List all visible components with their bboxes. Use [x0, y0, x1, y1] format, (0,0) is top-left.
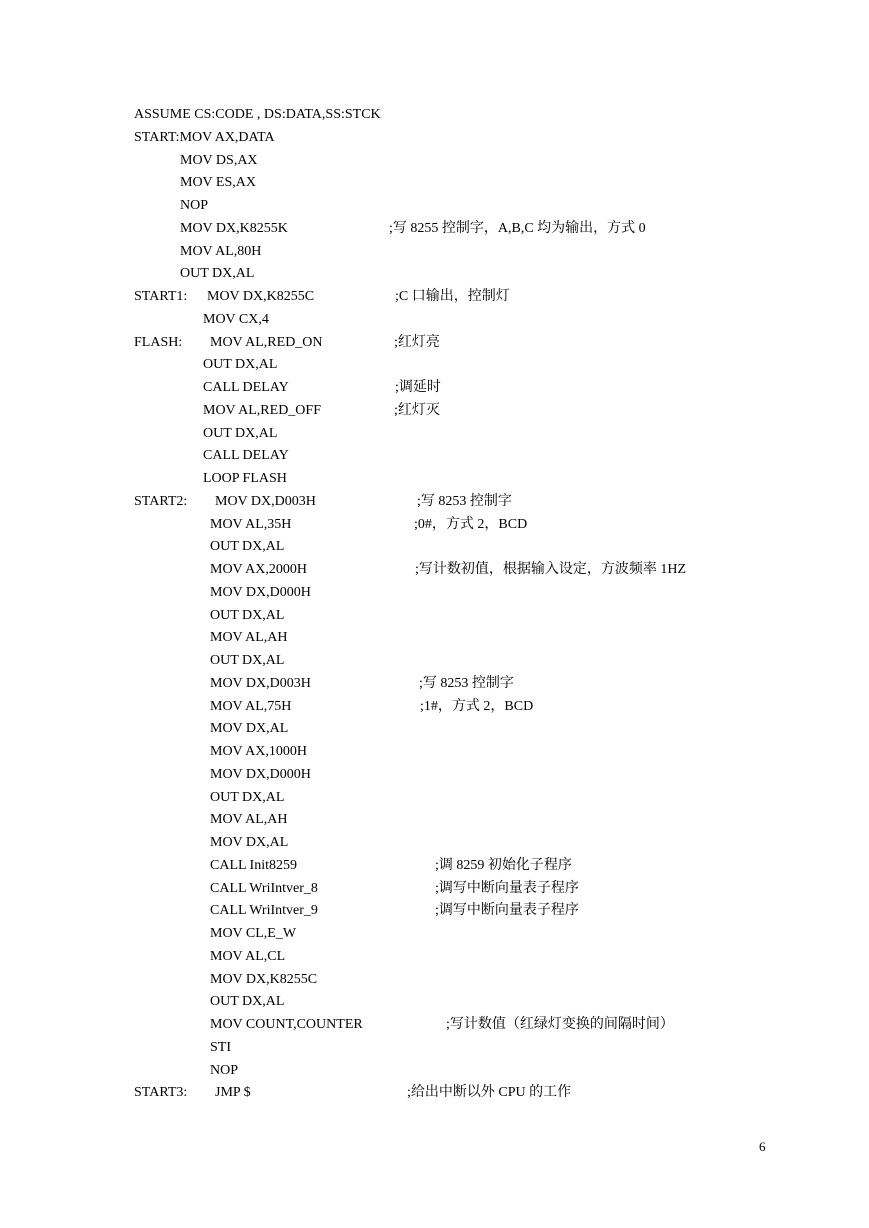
code-line: [0, 423, 869, 445]
code-instruction: CALL WriIntver_8: [210, 880, 318, 896]
code-label: FLASH:: [134, 334, 183, 350]
code-instruction: MOV AX,1000H: [210, 744, 307, 759]
code-line: [0, 172, 869, 194]
code-line: [0, 696, 869, 718]
code-instruction: CALL WriIntver_9: [210, 903, 318, 919]
code-instruction: MOV CL,E_W: [210, 926, 297, 941]
code-comment: ;红灯灭: [394, 402, 440, 418]
code-instruction: CALL DELAY: [203, 380, 289, 395]
code-line: [0, 991, 869, 1013]
code-instruction: CALL DELAY: [203, 448, 289, 464]
code-line: [0, 627, 869, 649]
code-comment: ;写计数值（红绿灯变换的间隔时间）: [446, 1017, 674, 1032]
code-line: [0, 332, 869, 354]
code-line: [0, 809, 869, 831]
code-line: [0, 787, 869, 809]
code-line: [0, 1082, 869, 1104]
code-instruction: CALL Init8259: [210, 857, 297, 873]
code-line: [0, 1060, 869, 1082]
code-line: [0, 764, 869, 786]
code-line: [0, 1037, 869, 1059]
code-line: [0, 491, 869, 513]
code-line: [0, 946, 869, 968]
code-line: [0, 1014, 869, 1036]
code-instruction: OUT DX,AL: [210, 607, 285, 623]
code-instruction: MOV AL,CL: [210, 948, 286, 964]
code-instruction: MOV DX,AL: [210, 721, 289, 737]
code-instruction: JMP $: [215, 1085, 251, 1101]
code-instruction: MOV AL,AH: [210, 630, 288, 646]
code-line: [0, 309, 869, 331]
code-line: [0, 900, 869, 922]
code-line: [0, 218, 869, 240]
code-line: [0, 559, 869, 581]
code-instruction: OUT DX,AL: [210, 653, 285, 668]
code-instruction: MOV DX,D003H: [210, 675, 311, 691]
code-comment: ;C 口输出，控制灯: [395, 289, 510, 304]
code-line: [0, 104, 869, 126]
code-instruction: OUT DX,AL: [180, 266, 255, 282]
code-instruction: NOP: [180, 198, 209, 213]
code-line: [0, 878, 869, 900]
code-instruction: MOV DS,AX: [180, 152, 258, 168]
code-line: [0, 195, 869, 217]
code-line: [0, 445, 869, 467]
code-instruction: MOV AL,RED_ON: [210, 334, 323, 350]
code-instruction: MOV CX,4: [203, 311, 269, 327]
code-line: [0, 741, 869, 763]
code-line: [0, 127, 869, 149]
code-instruction: MOV DX,K8255K: [180, 220, 288, 236]
code-instruction: NOP: [210, 1062, 239, 1078]
code-line: [0, 673, 869, 695]
code-comment: ;红灯亮: [394, 334, 440, 350]
page-number: 6: [759, 1139, 766, 1154]
code-instruction: MOV AL,80H: [180, 243, 262, 259]
code-line: [0, 650, 869, 672]
code-line: [0, 582, 869, 604]
code-instruction: MOV COUNT,COUNTER: [210, 1017, 363, 1032]
code-comment: ;写计数初值，根据输入设定，方波频率 1HZ: [415, 562, 687, 577]
code-instruction: MOV AL,RED_OFF: [203, 402, 321, 418]
code-instruction: START:MOV AX,DATA: [134, 129, 275, 145]
code-line: [0, 400, 869, 422]
code-line: [0, 263, 869, 285]
code-comment: ;调延时: [395, 380, 441, 395]
code-line: [0, 923, 869, 945]
code-instruction: MOV AX,2000H: [210, 562, 307, 577]
code-instruction: MOV AL,75H: [210, 698, 292, 714]
code-instruction: MOV AL,35H: [210, 516, 292, 532]
code-instruction: MOV AL,AH: [210, 812, 288, 828]
code-line: [0, 855, 869, 877]
code-line: [0, 832, 869, 854]
code-instruction: OUT DX,AL: [203, 357, 278, 373]
code-instruction: MOV DX,AL: [210, 835, 289, 850]
code-instruction: MOV ES,AX: [180, 175, 256, 191]
code-instruction: MOV DX,K8255C: [210, 971, 318, 987]
code-instruction: MOV DX,D000H: [210, 584, 311, 600]
code-line: [0, 354, 869, 376]
code-line: [0, 468, 869, 490]
code-label: START3:: [134, 1085, 188, 1101]
code-comment: ;0#，方式 2，BCD: [414, 516, 528, 532]
code-comment: ;调写中断向量表子程序: [435, 880, 579, 896]
code-line: [0, 241, 869, 263]
code-line: [0, 969, 869, 991]
code-instruction: MOV DX,D003H: [215, 493, 316, 509]
code-instruction: OUT DX,AL: [210, 994, 285, 1010]
code-label: START1:: [134, 289, 188, 304]
code-instruction: STI: [210, 1039, 231, 1055]
code-comment: ;给出中断以外 CPU 的工作: [407, 1085, 572, 1101]
code-line: [0, 605, 869, 627]
code-line: [0, 514, 869, 536]
code-line: [0, 150, 869, 172]
code-line: [0, 377, 869, 399]
code-instruction: MOV DX,D000H: [210, 766, 311, 782]
code-instruction: OUT DX,AL: [203, 425, 278, 441]
code-line: [0, 536, 869, 558]
code-comment: ;1#，方式 2，BCD: [420, 698, 534, 714]
code-comment: ;写 8255 控制字，A,B,C 均为输出，方式 0: [389, 220, 646, 236]
code-instruction: OUT DX,AL: [210, 539, 285, 555]
code-label: START2:: [134, 493, 188, 509]
code-comment: ;写 8253 控制字: [419, 675, 514, 691]
code-line: [0, 286, 869, 308]
code-comment: ;调写中断向量表子程序: [435, 903, 579, 919]
code-instruction: MOV DX,K8255C: [207, 289, 315, 304]
code-instruction: ASSUME CS:CODE , DS:DATA,SS:STCK: [134, 107, 381, 122]
code-comment: ;调 8259 初始化子程序: [435, 857, 572, 873]
code-instruction: LOOP FLASH: [203, 471, 287, 486]
code-line: [0, 718, 869, 740]
code-comment: ;写 8253 控制字: [417, 493, 512, 509]
code-instruction: OUT DX,AL: [210, 789, 285, 805]
